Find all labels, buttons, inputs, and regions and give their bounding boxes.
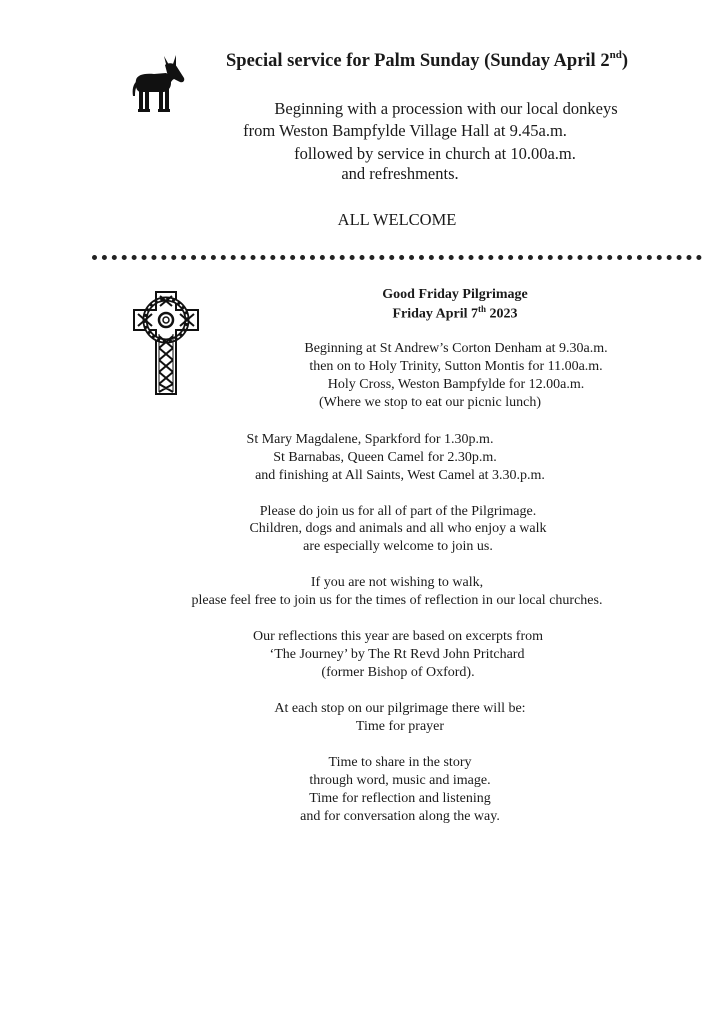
palm-line-2: from Weston Bampfylde Village Hall at 9.45a.m. <box>243 121 567 140</box>
invite-line-3: are especially welcome to join us. <box>303 539 493 554</box>
route-line-1: Beginning at St Andrew’s Corton Denham at 9.30a.m. <box>304 341 608 356</box>
stops-line-1: At each stop on our pilgrimage there will be: <box>274 701 526 716</box>
stops-line-6: and for conversation along the way. <box>300 809 500 824</box>
stops-line-4: through word, music and image. <box>309 773 491 788</box>
pilgrimage-date: Friday April 7th 2023 <box>392 304 518 322</box>
reflections-line-2: ‘The Journey’ by The Rt Revd John Pritchard <box>269 647 525 662</box>
not-walking-line-2: please feel free to join us for the times of reflection in our local churches. <box>191 593 603 608</box>
route-line-5: St Mary Magdalene, Sparkford for 1.30p.m. <box>246 432 494 447</box>
stops-line-5: Time for reflection and listening <box>309 791 491 806</box>
pilgrimage-title: Good Friday Pilgrimage <box>382 287 528 302</box>
stops-line-2: Time for prayer <box>355 719 445 734</box>
route-line-6: St Barnabas, Queen Camel for 2.30p.m. <box>273 450 497 465</box>
donkey-icon <box>128 54 186 114</box>
not-walking-line-1: If you are not wishing to walk, <box>310 575 484 590</box>
palm-line-1: Beginning with a procession with our local donkeys <box>274 99 618 118</box>
reflections-line-1: Our reflections this year are based on excerpts from <box>253 629 543 644</box>
reflections-line-3: (former Bishop of Oxford). <box>321 665 475 680</box>
route-line-2: then on to Holy Trinity, Sutton Montis for 11.00a.m. <box>309 359 603 374</box>
route-line-4: (Where we stop to eat our picnic lunch) <box>319 395 541 410</box>
route-line-7: and finishing at All Saints, West Camel at 3.30.p.m. <box>255 468 545 483</box>
palm-line-3: followed by service in church at 10.00a.m. <box>294 144 576 163</box>
stops-line-3: Time to share in the story <box>328 755 472 770</box>
all-welcome-text: ALL WELCOME <box>337 210 457 229</box>
celtic-cross-icon <box>132 290 200 396</box>
invite-line-1: Please do join us for all of part of the Pilgrimage. <box>259 504 537 519</box>
route-line-3: Holy Cross, Weston Bampfylde for 12.00a.m. <box>327 377 585 392</box>
palm-sunday-title: Special service for Palm Sunday (Sunday April 2nd) <box>226 49 628 72</box>
palm-line-4: and refreshments. <box>341 164 459 183</box>
section-divider <box>92 255 702 260</box>
invite-line-2: Children, dogs and animals and all who enjoy a walk <box>249 521 547 536</box>
